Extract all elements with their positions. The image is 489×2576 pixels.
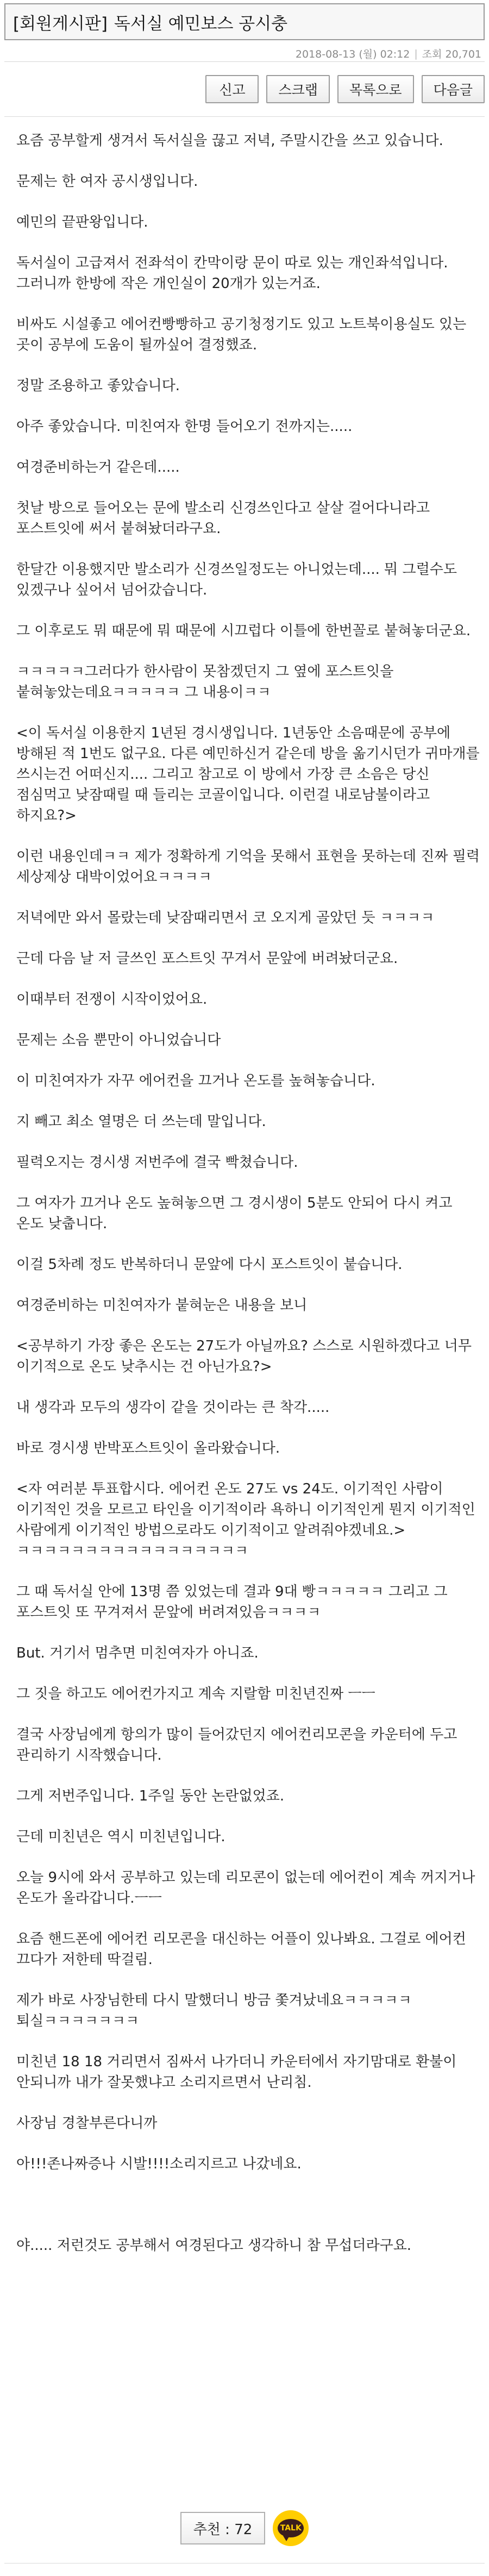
post-paragraph: 필력오지는 경시생 저번주에 결국 빡쳤습니다. xyxy=(16,1154,298,1171)
content-divider xyxy=(4,116,485,117)
post-meta xyxy=(4,46,485,62)
post-paragraph: 바로 경시생 반박포스트잇이 올라왔습니다. xyxy=(16,1440,280,1456)
recommend-row xyxy=(0,2508,489,2548)
post-paragraph: 이런 내용인데ㅋㅋ 제가 정확하게 기억을 못해서 표현을 못하는데 진짜 필력 세상제상 대박이었어요ㅋㅋㅋㅋ xyxy=(16,848,485,885)
post-body xyxy=(16,130,485,2276)
post-paragraph: 독서실이 고급져서 전좌석이 칸막이랑 문이 따로 있는 개인좌석입니다. 그러니까 한방에 작은 개인실이 20개가 있는거죠. xyxy=(16,255,453,292)
post-date: 2018-08-13 (월) 02:12 xyxy=(295,48,410,60)
next-post-button[interactable]: 다음글 xyxy=(422,75,485,103)
post-paragraph: 오늘 9시에 와서 공부하고 있는데 리모콘이 없는데 에어컨이 계속 꺼지거나 온도가 올라갑니다.ㅡㅡ xyxy=(16,1870,480,1906)
post-paragraph: But. 거기서 멈추면 미친여자가 아니죠. xyxy=(16,1645,259,1661)
post-paragraph: 제가 바로 사장님한테 다시 말했더니 방금 쫓겨났네요ㅋㅋㅋㅋㅋ 퇴실ㅋㅋㅋㅋㅋㅋㅋ xyxy=(16,1992,416,2029)
post-views: 조회 20,701 xyxy=(422,48,481,60)
post-paragraph: <이 독서실 이용한지 1년된 경시생입니다. 1년동안 소음때문에 공부에 방해된 적 1번도 없구요. 다른 예민하신거 같은데 방을 옮기시던가 귀마개를 쓰시는건 어떠신지.... 그리고 참고로 이 방에서 가장 큰 소음은 당신 점심먹고 낮잠때릴 때 들리는 코골이입니다. 이런걸 내로남불이라고 하지요?> xyxy=(16,725,484,824)
post-toolbar xyxy=(205,75,485,103)
post-paragraph: 요즘 공부할게 생겨서 독서실을 끊고 저녁, 주말시간을 쓰고 있습니다. xyxy=(16,133,443,149)
post-paragraph: 그 여자가 끄거나 온도 높혀놓으면 그 경시생이 5분도 안되어 다시 켜고 온도 낮춥니다. xyxy=(16,1195,457,1232)
post-paragraph: <자 여러분 투표합시다. 에어컨 온도 27도 vs 24도. 이기적인 사람이 이기적인 것을 모르고 타인을 이기적이라 욕하니 이기적인게 뭔지 이기적인 사람에게 이기적인 방법으로라도 이기적이고 알려줘야겠네요.> ㅋㅋㅋㅋㅋㅋㅋㅋㅋㅋㅋㅋㅋㅋㅋㅋㅋ xyxy=(16,1481,475,1559)
post-paragraph: 내 생각과 모두의 생각이 같을 것이라는 큰 착각..... xyxy=(16,1399,330,1416)
post-paragraph: 아!!!존나짜증나 시발!!!!소리지르고 나갔네요. xyxy=(16,2156,302,2172)
post-paragraph: 그 이후로도 뭐 때문에 뭐 때문에 시끄럽다 이틀에 한번꼴로 붙혀놓더군요. xyxy=(16,623,471,639)
post-paragraph: 요즘 핸드폰에 에어컨 리모콘을 대신하는 어플이 있나봐요. 그걸로 에어컨 끄다가 저한테 딱걸림. xyxy=(16,1931,471,1968)
post-paragraph: 아주 좋았습니다. 미친여자 한명 들어오기 전까지는..... xyxy=(16,418,353,435)
post-paragraph: 사장님 경찰부른다니까 xyxy=(16,2115,158,2131)
bottom-divider xyxy=(4,2563,485,2564)
post-paragraph: ㅋㅋㅋㅋㅋ그러다가 한사람이 못참겠던지 그 옆에 포스트잇을 붙혀놓았는데요ㅋㅋㅋㅋㅋ 그 내용이ㅋㅋ xyxy=(16,664,398,701)
list-button[interactable]: 목록으로 xyxy=(337,75,414,103)
post-paragraph: 비싸도 시설좋고 에어컨빵빵하고 공기청정기도 있고 노트북이용실도 있는 곳이 공부에 도움이 될까싶어 결정했죠. xyxy=(16,316,471,353)
post-paragraph: 문제는 한 여자 공시생입니다. xyxy=(16,173,198,190)
post-paragraph: 결국 사장님에게 항의가 많이 들어갔던지 에어컨리모콘을 카운터에 두고 관리하기 시작했습니다. xyxy=(16,1727,462,1764)
post-paragraph: 문제는 소음 뿐만이 아니었습니다 xyxy=(16,1032,221,1048)
talk-bubble: TALK xyxy=(278,2519,304,2537)
post-paragraph: 그 짓을 하고도 에어컨가지고 계속 지랄함 미친년진짜 ㅡㅡ xyxy=(16,1686,375,1702)
post-paragraph: 예민의 끝판왕입니다. xyxy=(16,214,148,230)
post-paragraph: 미친년 18 18 거리면서 짐싸서 나가더니 카운터에서 자기맘대로 환불이 안되니까 내가 잘못했냐고 소리지르면서 난리침. xyxy=(16,2054,461,2091)
post-paragraph: <공부하기 가장 좋은 온도는 27도가 아닐까요? 스스로 시원하겠다고 너무 이기적으로 온도 낮추시는 건 아닌가요?> xyxy=(16,1338,477,1375)
post-paragraph: 정말 조용하고 좋았습니다. xyxy=(16,378,180,394)
post-paragraph: 이때부터 전쟁이 시작이었어요. xyxy=(16,991,208,1008)
post-paragraph: 이걸 5차례 정도 반복하더니 문앞에 다시 포스트잇이 붙습니다. xyxy=(16,1256,403,1273)
post-paragraph: 근데 다음 날 저 글쓰인 포스트잇 꾸겨서 문앞에 버려놨더군요. xyxy=(16,951,398,967)
post-paragraph xyxy=(16,2194,482,2215)
post-paragraph: 첫날 방으로 들어오는 문에 발소리 신경쓰인다고 살살 걸어다니라고 포스트잇에 써서 붙혀놨더라구요. xyxy=(16,500,435,537)
post-paragraph: 한달간 이용했지만 발소리가 신경쓰일정도는 아니었는데.... 뭐 그럴수도 있겠구나 싶어서 넘어갔습니다. xyxy=(16,561,462,598)
post-paragraph: 여경준비하는 미친여자가 붙혀눈은 내용을 보니 xyxy=(16,1297,308,1314)
scrap-button[interactable]: 스크랩 xyxy=(266,75,329,103)
post-paragraph: 지 빼고 최소 열명은 더 쓰는데 말입니다. xyxy=(16,1114,266,1130)
post-paragraph: 그게 저번주입니다. 1주일 동안 논란없었죠. xyxy=(16,1788,285,1804)
post-paragraph: 이 미친여자가 자꾸 에어컨을 끄거나 온도를 높혀놓습니다. xyxy=(16,1073,375,1089)
kakao-talk-icon[interactable] xyxy=(273,2510,309,2546)
board-category[interactable]: [회원게시판] xyxy=(13,14,108,34)
post-paragraph: 저녁에만 와서 몰랐는데 낮잠때리면서 코 오지게 골았던 듯 ㅋㅋㅋㅋ xyxy=(16,910,435,926)
post-paragraph: 그 때 독서실 안에 13명 쯤 있었는데 결과 9대 빵ㅋㅋㅋㅋㅋ 그리고 그 포스트잇 또 꾸겨져서 문앞에 버려져있음ㅋㅋㅋㅋ xyxy=(16,1584,452,1621)
post-paragraph: 여경준비하는거 같은데..... xyxy=(16,459,180,476)
post-title: 독서실 예민보스 공시충 xyxy=(114,14,288,34)
report-button[interactable]: 신고 xyxy=(205,75,259,103)
meta-separator: | xyxy=(414,47,418,60)
recommend-button[interactable]: 추천 : 72 xyxy=(180,2512,266,2544)
post-paragraph: 근데 미친년은 역시 미친년입니다. xyxy=(16,1829,225,1845)
post-paragraph: 야..... 저런것도 공부해서 여경된다고 생각하니 참 무섭더라구요. xyxy=(16,2237,412,2254)
post-title-bar xyxy=(4,3,485,40)
